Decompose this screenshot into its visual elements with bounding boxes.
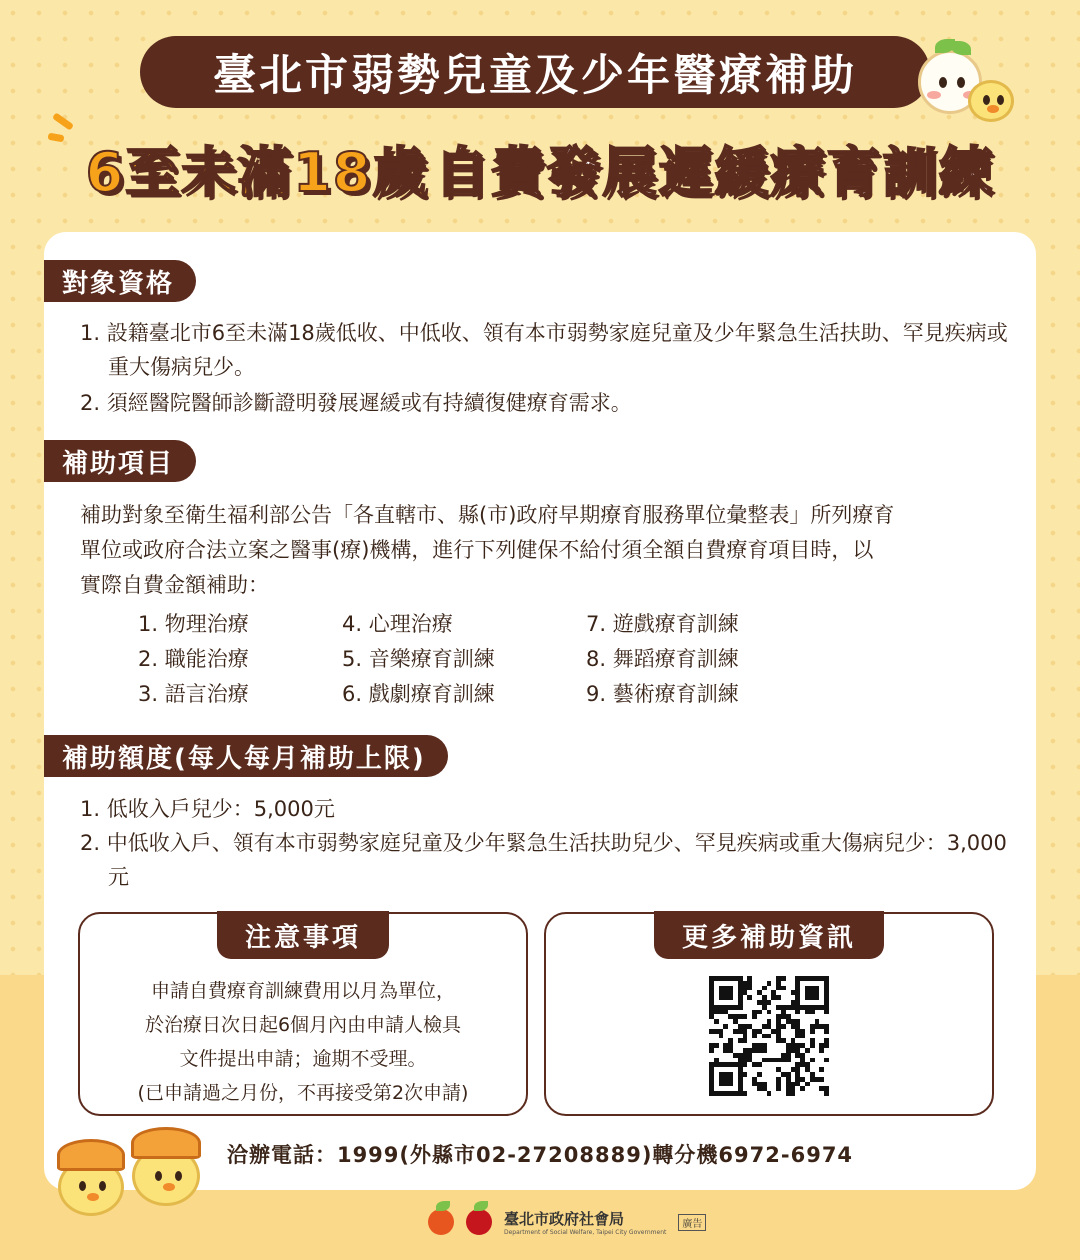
content-card [44, 232, 1036, 1190]
eligibility-item: 2. 須經醫院醫師診斷證明發展遲緩或有持續復健療育需求。 [80, 391, 632, 415]
therapy-item: 2. 職能治療 [138, 647, 249, 671]
therapy-item: 4. 心理治療 [342, 612, 453, 636]
subsidy-description-line: 實際自費金額補助： [80, 573, 269, 597]
subsidy-description-line: 補助對象至衛生福利部公告「各直轄市、縣(市)政府早期療育服務單位彙整表」所列療育 [80, 503, 895, 527]
more-info-box [544, 912, 994, 1116]
therapy-item: 6. 戲劇療育訓練 [342, 682, 495, 706]
title-banner [140, 36, 930, 108]
ad-tag: 廣告 [678, 1214, 706, 1231]
subtitle-program: 自費發展遲緩療育訓練 [434, 140, 995, 204]
therapy-item: 3. 語言治療 [138, 682, 249, 706]
chick-helmet-mascot-icon [58, 1158, 124, 1216]
subtitle-age-range: 6至未滿18歲 [85, 140, 429, 204]
subsidy-description-line: 單位或政府合法立案之醫事(療)機構，進行下列健保不給付須全額自費療育項目時，以 [80, 538, 874, 562]
section-heading-subsidy-items: 補助項目 [44, 440, 196, 482]
therapy-item: 8. 舞蹈療育訓練 [586, 647, 739, 671]
amount-item: 1. 低收入戶兒少：5,000元 [80, 797, 335, 821]
eligibility-item: 1. 設籍臺北市6至未滿18歲低收、中低收、領有本市弱勢家庭兒童及少年緊急生活扶助、罕見疾病或重大傷病兒少。 [80, 321, 1008, 379]
section-heading-eligibility: 對象資格 [44, 260, 196, 302]
department-name-en: Department of Social Welfare, Taipei City Government [504, 1229, 667, 1236]
therapy-item: 5. 音樂療育訓練 [342, 647, 495, 671]
therapy-item: 9. 藝術療育訓練 [586, 682, 739, 706]
seedling-logo-icon [428, 1209, 454, 1235]
page-title: 臺北市弱勢兒童及少年醫療補助 [213, 50, 857, 101]
note-line: 於治療日次日起6個月內由申請人檢具 [144, 1014, 462, 1036]
note-line: 文件提出申請；逾期不受理。 [179, 1048, 427, 1070]
contact-phone: 洽辦電話：1999(外縣市02-27208889)轉分機6972-6974 [226, 1143, 854, 1167]
chick-mascot-icon [968, 80, 1014, 122]
chick-helmet-mascot-icon [132, 1146, 200, 1206]
notes-heading: 注意事項 [217, 911, 389, 959]
note-line: 申請自費療育訓練費用以月為單位， [150, 980, 455, 1002]
therapy-item: 1. 物理治療 [138, 612, 249, 636]
amount-item: 2. 中低收入戶、領有本市弱勢家庭兒童及少年緊急生活扶助兒少、罕見疾病或重大傷病兒少：3,000元 [80, 831, 1007, 889]
footer-logos [428, 1200, 706, 1244]
notes-box [78, 912, 528, 1116]
section-heading-amount: 補助額度(每人每月補助上限) [44, 735, 448, 777]
department-name: 臺北市政府社會局 [504, 1210, 625, 1228]
more-info-heading: 更多補助資訊 [654, 911, 884, 959]
department-logo-icon [466, 1209, 492, 1235]
qr-code[interactable] [709, 976, 829, 1096]
therapy-item: 7. 遊戲療育訓練 [586, 612, 739, 636]
page-subtitle [60, 128, 1020, 208]
note-line: (已申請過之月份，不再接受第2次申請) [137, 1082, 469, 1104]
